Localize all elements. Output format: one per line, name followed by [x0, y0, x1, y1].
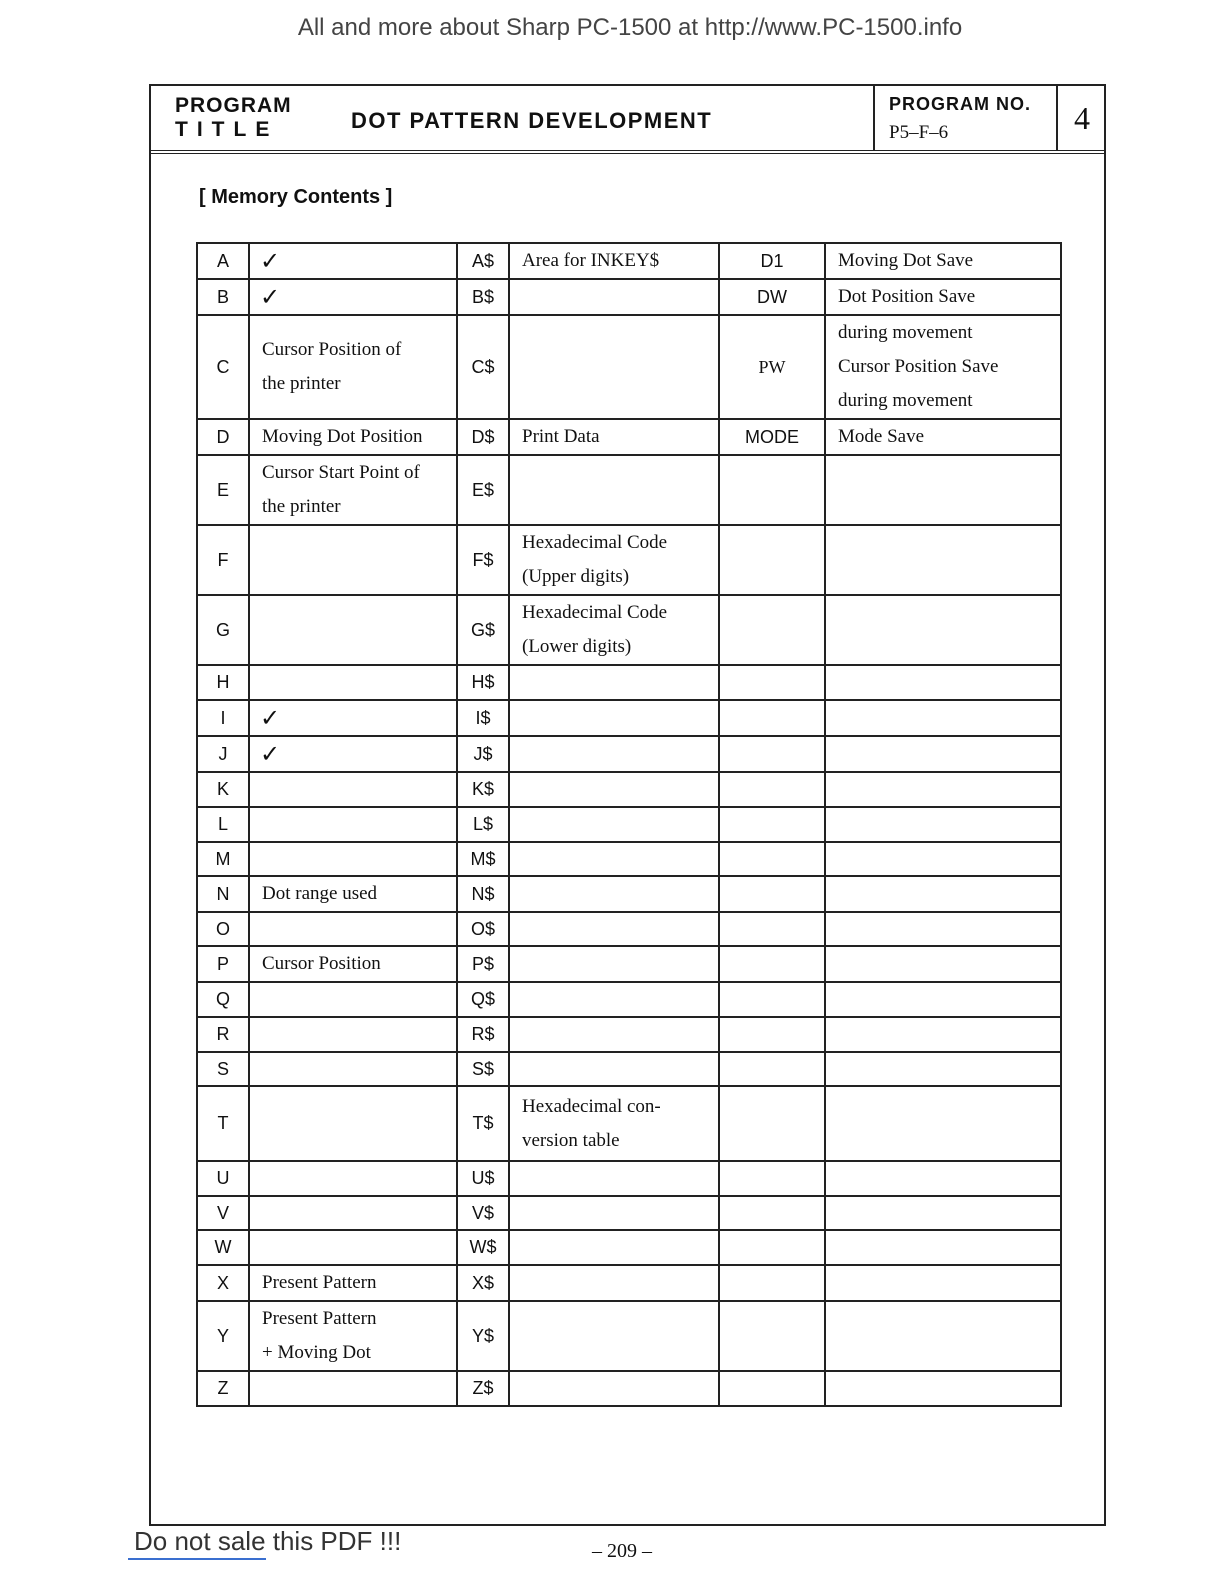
extra-var-cell	[719, 1086, 825, 1161]
string-description-cell	[509, 700, 719, 736]
extra-description-cell	[825, 1017, 1061, 1052]
extra-var-cell: MODE	[719, 419, 825, 455]
extra-description-cell	[825, 455, 1061, 525]
var-name-cell: O	[197, 912, 249, 946]
program-number-box	[873, 86, 1058, 150]
extra-var-cell: D1	[719, 243, 825, 279]
var-name-cell: B	[197, 279, 249, 315]
string-var-cell: V$	[457, 1196, 509, 1230]
extra-description-cell	[825, 842, 1061, 876]
string-description-cell	[509, 1265, 719, 1301]
description-cell	[249, 1052, 457, 1086]
extra-var-cell	[719, 912, 825, 946]
var-name-cell: I	[197, 700, 249, 736]
var-name-cell: V	[197, 1196, 249, 1230]
extra-description-cell	[825, 1196, 1061, 1230]
extra-description-cell: during movement Cursor Position Save during movement	[825, 315, 1061, 419]
string-description-cell	[509, 1196, 719, 1230]
var-name-cell: K	[197, 772, 249, 807]
description-cell	[249, 595, 457, 665]
memory-contents-table	[196, 242, 1062, 1407]
string-description-cell	[509, 665, 719, 700]
table-row	[197, 1265, 1061, 1301]
extra-var-cell	[719, 772, 825, 807]
string-description-cell: Area for INKEY$	[509, 243, 719, 279]
sheet-number: 4	[1074, 100, 1090, 136]
program-number-value: P5–F–6	[889, 122, 949, 143]
description-cell	[249, 982, 457, 1017]
string-description-cell	[509, 912, 719, 946]
section-title: [ Memory Contents ]	[199, 186, 393, 208]
description-cell: ✓	[249, 279, 457, 315]
string-var-cell: S$	[457, 1052, 509, 1086]
string-description-cell	[509, 876, 719, 912]
table-row	[197, 842, 1061, 876]
table-row	[197, 807, 1061, 842]
extra-description-cell	[825, 772, 1061, 807]
string-description-cell: Print Data	[509, 419, 719, 455]
description-cell	[249, 1086, 457, 1161]
program-number-label: PROGRAM NO.	[889, 94, 1032, 114]
string-var-cell: N$	[457, 876, 509, 912]
extra-description-cell	[825, 1371, 1061, 1406]
string-description-cell: Hexadecimal Code (Lower digits)	[509, 595, 719, 665]
var-name-cell: A	[197, 243, 249, 279]
description-cell	[249, 1230, 457, 1265]
string-description-cell	[509, 946, 719, 982]
extra-var-cell	[719, 982, 825, 1017]
extra-description-cell	[825, 736, 1061, 772]
string-var-cell: P$	[457, 946, 509, 982]
string-var-cell: O$	[457, 912, 509, 946]
table-row	[197, 876, 1061, 912]
var-name-cell: M	[197, 842, 249, 876]
extra-var-cell	[719, 946, 825, 982]
string-description-cell	[509, 455, 719, 525]
memory-table-body	[197, 243, 1061, 1406]
table-row	[197, 1017, 1061, 1052]
extra-description-cell	[825, 700, 1061, 736]
extra-var-cell	[719, 1301, 825, 1371]
extra-description-cell	[825, 1265, 1061, 1301]
var-name-cell: Z	[197, 1371, 249, 1406]
extra-var-cell	[719, 1017, 825, 1052]
string-description-cell	[509, 1371, 719, 1406]
string-var-cell: C$	[457, 315, 509, 419]
table-row	[197, 595, 1061, 665]
program-title: DOT PATTERN DEVELOPMENT	[351, 108, 713, 133]
string-var-cell: Q$	[457, 982, 509, 1017]
table-row	[197, 946, 1061, 982]
table-row	[197, 315, 1061, 419]
var-name-cell: L	[197, 807, 249, 842]
string-description-cell	[509, 807, 719, 842]
extra-description-cell	[825, 525, 1061, 595]
description-cell: Cursor Position	[249, 946, 457, 982]
extra-var-cell	[719, 842, 825, 876]
extra-var-cell	[719, 595, 825, 665]
var-name-cell: H	[197, 665, 249, 700]
var-name-cell: X	[197, 1265, 249, 1301]
extra-var-cell: PW	[719, 315, 825, 419]
var-name-cell: R	[197, 1017, 249, 1052]
page-number: – 209 –	[592, 1540, 652, 1562]
extra-var-cell	[719, 455, 825, 525]
description-cell: Dot range used	[249, 876, 457, 912]
string-var-cell: J$	[457, 736, 509, 772]
table-row	[197, 1161, 1061, 1196]
string-var-cell: M$	[457, 842, 509, 876]
extra-var-cell	[719, 1196, 825, 1230]
table-row	[197, 772, 1061, 807]
table-row	[197, 1196, 1061, 1230]
string-var-cell: R$	[457, 1017, 509, 1052]
extra-description-cell	[825, 1230, 1061, 1265]
extra-var-cell: DW	[719, 279, 825, 315]
description-cell	[249, 1196, 457, 1230]
string-var-cell: E$	[457, 455, 509, 525]
extra-description-cell	[825, 1161, 1061, 1196]
extra-var-cell	[719, 1371, 825, 1406]
extra-var-cell	[719, 736, 825, 772]
description-cell	[249, 665, 457, 700]
description-cell: Present Pattern + Moving Dot	[249, 1301, 457, 1371]
string-description-cell	[509, 1230, 719, 1265]
table-row	[197, 243, 1061, 279]
string-var-cell: Y$	[457, 1301, 509, 1371]
extra-description-cell: Moving Dot Save	[825, 243, 1061, 279]
var-name-cell: N	[197, 876, 249, 912]
extra-var-cell	[719, 807, 825, 842]
description-cell	[249, 1017, 457, 1052]
var-name-cell: W	[197, 1230, 249, 1265]
extra-description-cell	[825, 595, 1061, 665]
extra-var-cell	[719, 876, 825, 912]
description-cell	[249, 912, 457, 946]
string-description-cell	[509, 1017, 719, 1052]
footer-note: Do not sale this PDF !!!	[134, 1526, 402, 1556]
extra-description-cell	[825, 1301, 1061, 1371]
string-var-cell: W$	[457, 1230, 509, 1265]
extra-var-cell	[719, 1230, 825, 1265]
string-var-cell: Z$	[457, 1371, 509, 1406]
table-row	[197, 912, 1061, 946]
program-title-label	[175, 94, 292, 142]
table-row	[197, 700, 1061, 736]
extra-description-cell	[825, 946, 1061, 982]
string-var-cell: I$	[457, 700, 509, 736]
extra-var-cell	[719, 665, 825, 700]
description-cell	[249, 842, 457, 876]
string-description-cell	[509, 1052, 719, 1086]
footer-underline	[128, 1558, 266, 1560]
extra-var-cell	[719, 525, 825, 595]
description-cell	[249, 1371, 457, 1406]
var-name-cell: D	[197, 419, 249, 455]
extra-description-cell: Dot Position Save	[825, 279, 1061, 315]
string-description-cell	[509, 736, 719, 772]
string-description-cell: Hexadecimal Code (Upper digits)	[509, 525, 719, 595]
description-cell: Moving Dot Position	[249, 419, 457, 455]
var-name-cell: J	[197, 736, 249, 772]
description-cell: Present Pattern	[249, 1265, 457, 1301]
var-name-cell: Q	[197, 982, 249, 1017]
string-description-cell	[509, 982, 719, 1017]
extra-description-cell	[825, 1086, 1061, 1161]
label-line-2: TITLE	[175, 118, 279, 141]
table-row	[197, 1230, 1061, 1265]
extra-description-cell	[825, 807, 1061, 842]
string-var-cell: H$	[457, 665, 509, 700]
string-description-cell	[509, 279, 719, 315]
string-description-cell	[509, 842, 719, 876]
description-cell	[249, 772, 457, 807]
string-description-cell	[509, 1161, 719, 1196]
string-var-cell: B$	[457, 279, 509, 315]
extra-var-cell	[719, 700, 825, 736]
extra-description-cell	[825, 1052, 1061, 1086]
string-var-cell: X$	[457, 1265, 509, 1301]
label-line-1: PROGRAM	[175, 94, 292, 117]
string-var-cell: U$	[457, 1161, 509, 1196]
table-row	[197, 455, 1061, 525]
description-cell: ✓	[249, 736, 457, 772]
description-cell: ✓	[249, 700, 457, 736]
table-row	[197, 525, 1061, 595]
extra-var-cell	[719, 1161, 825, 1196]
var-name-cell: G	[197, 595, 249, 665]
string-var-cell: K$	[457, 772, 509, 807]
site-header: All and more about Sharp PC-1500 at http://www.PC-1500.info	[297, 14, 963, 41]
var-name-cell: S	[197, 1052, 249, 1086]
extra-var-cell	[719, 1265, 825, 1301]
string-description-cell	[509, 772, 719, 807]
description-cell	[249, 807, 457, 842]
string-var-cell: T$	[457, 1086, 509, 1161]
string-description-cell	[509, 1301, 719, 1371]
string-var-cell: G$	[457, 595, 509, 665]
extra-description-cell: Mode Save	[825, 419, 1061, 455]
table-row	[197, 419, 1061, 455]
extra-description-cell	[825, 665, 1061, 700]
var-name-cell: T	[197, 1086, 249, 1161]
title-block	[151, 86, 1104, 154]
string-var-cell: L$	[457, 807, 509, 842]
table-row	[197, 1301, 1061, 1371]
extra-description-cell	[825, 876, 1061, 912]
string-var-cell: A$	[457, 243, 509, 279]
var-name-cell: P	[197, 946, 249, 982]
extra-var-cell	[719, 1052, 825, 1086]
table-row	[197, 982, 1061, 1017]
string-description-cell: Hexadecimal con- version table	[509, 1086, 719, 1161]
var-name-cell: F	[197, 525, 249, 595]
description-cell: Cursor Position of the printer	[249, 315, 457, 419]
table-row	[197, 1086, 1061, 1161]
description-cell: Cursor Start Point of the printer	[249, 455, 457, 525]
var-name-cell: E	[197, 455, 249, 525]
extra-description-cell	[825, 912, 1061, 946]
table-row	[197, 1371, 1061, 1406]
table-row	[197, 736, 1061, 772]
table-row	[197, 279, 1061, 315]
table-row	[197, 665, 1061, 700]
string-description-cell	[509, 315, 719, 419]
var-name-cell: C	[197, 315, 249, 419]
string-var-cell: F$	[457, 525, 509, 595]
description-cell	[249, 525, 457, 595]
var-name-cell: Y	[197, 1301, 249, 1371]
string-var-cell: D$	[457, 419, 509, 455]
extra-description-cell	[825, 982, 1061, 1017]
var-name-cell: U	[197, 1161, 249, 1196]
table-row	[197, 1052, 1061, 1086]
description-cell	[249, 1161, 457, 1196]
description-cell: ✓	[249, 243, 457, 279]
